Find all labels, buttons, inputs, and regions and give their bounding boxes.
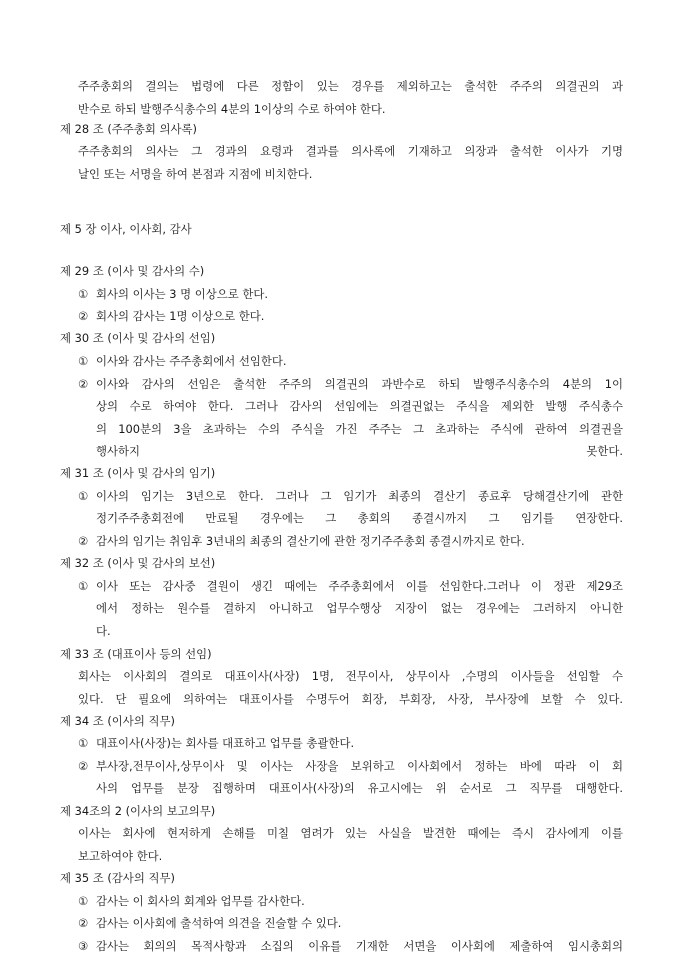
section-heading (0, 643, 680, 666)
line-text: 반수로 하되 발행주식총수의 4분의 1이상의 수로 하여야 한다. (78, 102, 386, 116)
section-heading (0, 260, 680, 283)
line-text: 대표이사(사장)는 회사를 대표하고 업무를 총괄한다. (96, 736, 355, 750)
line-text: 회사는 이사회의 결의로 대표이사(사장) 1명, 전무이사, 상무이사 ,수명의 이사들을 선임할 수 (78, 669, 623, 683)
text-line (0, 530, 680, 553)
text-line (0, 485, 623, 508)
line-text: 제 29 조 (이사 및 감사의 수) (60, 264, 205, 278)
line-text: 부사장,전무이사,상무이사 및 이사는 사장을 보위하고 이사회에서 정하는 바에 따라 이 회 (96, 759, 623, 773)
text-line (0, 305, 680, 328)
text-line (0, 140, 623, 163)
text-line (0, 755, 623, 778)
item-number: ① (78, 736, 89, 750)
item-number: ① (78, 894, 89, 908)
text-line (0, 912, 680, 935)
item-number: ② (78, 916, 89, 930)
item-number: ② (78, 759, 89, 773)
line-text: 감사는 이 회사의 회계와 업무를 감사한다. (96, 894, 305, 908)
line-text: 상의 수로 하여야 한다. 그러나 감사의 선임에는 의결권없는 주식을 제외한 발행 주식총수 (96, 399, 623, 413)
text-line (0, 507, 623, 530)
line-text: 다. (96, 624, 111, 638)
line-text: 날인 또는 서명을 하여 본점과 지점에 비치한다. (78, 167, 313, 181)
section-heading (0, 118, 680, 141)
line-text: 이사와 감사는 주주총회에서 선임한다. (96, 354, 287, 368)
line-text: 감사는 회의의 목적사항과 소집의 이유를 기재한 서면을 이사회에 제출하여 임시총회의 (96, 939, 623, 953)
text-line (0, 822, 623, 845)
section-heading (0, 218, 680, 241)
section-heading (0, 867, 680, 890)
line-text: 회사의 이사는 3 명 이상으로 한다. (96, 287, 269, 301)
line-text: 이사 또는 감사중 결원이 생긴 때에는 주주총회에서 이를 선임한다.그러나 이 정관 제29조 (96, 579, 623, 593)
item-number: ③ (78, 939, 89, 953)
line-text: 제 28 조 (주주총회 의사록) (60, 122, 197, 136)
item-number: ① (78, 287, 89, 301)
line-text: 감사는 이사회에 출석하여 의견을 진술할 수 있다. (96, 916, 342, 930)
text-line (0, 688, 623, 711)
line-text: 제 32 조 (이사 및 감사의 보선) (60, 556, 216, 570)
line-text: 제 5 장 이사, 이사회, 감사 (60, 222, 192, 236)
text-line (0, 845, 623, 868)
line-text: 행사하지 못한다. (96, 444, 623, 458)
line-text: 제 31 조 (이사 및 감사의 임기) (60, 466, 216, 480)
text-line (0, 283, 680, 306)
text-line (0, 75, 623, 98)
text-line (0, 575, 623, 598)
item-number: ② (78, 309, 89, 323)
text-line (0, 373, 623, 396)
item-number: ① (78, 354, 89, 368)
text-line (0, 620, 623, 643)
item-number: ① (78, 489, 89, 503)
text-line (0, 732, 680, 755)
line-text: 주주총회의 결의는 법령에 다른 정함이 있는 경우를 제외하고는 출석한 주주의 의결권의 과 (78, 79, 623, 93)
text-line (0, 418, 623, 441)
text-line (0, 890, 680, 913)
line-text: 회사의 감사는 1명 이상으로 한다. (96, 309, 265, 323)
text-line (0, 163, 623, 186)
line-text: 제 34 조 (이사의 직무) (60, 714, 175, 728)
text-line (0, 597, 623, 620)
line-text: 정기주주총회전에 만료될 경우에는 그 총회의 종결시까지 그 임기를 연장한다. (96, 511, 623, 525)
line-text: 제 35 조 (감사의 직무) (60, 871, 175, 885)
section-heading (0, 710, 680, 733)
line-text: 이사의 임기는 3년으로 한다. 그러나 그 임기가 최종의 결산기 종료후 당해결산기에 관한 (96, 489, 623, 503)
text-line (0, 440, 623, 463)
text-line (0, 395, 623, 418)
line-text: 에서 정하는 원수를 결하지 아니하고 업무수행상 지장이 없는 경우에는 그러하지 아니한 (96, 601, 623, 615)
line-text: 사의 업무를 분장 집행하며 대표이사(사장)의 유고시에는 위 순서로 그 직무를 대행한다. (96, 781, 623, 795)
item-number: ② (78, 377, 89, 391)
line-text: 보고하여야 한다. (78, 849, 163, 863)
line-text: 제 33 조 (대표이사 등의 선임) (60, 647, 212, 661)
text-line (0, 350, 680, 373)
text-line (0, 665, 623, 688)
text-line (0, 935, 623, 958)
line-text: 이사와 감사의 선임은 출석한 주주의 의결권의 과반수로 하되 발행주식총수의 4분의 1이 (96, 377, 623, 391)
line-text: 의 100분의 3을 초과하는 수의 주식을 가진 주주는 그 초과하는 주식에 관하여 의결권을 (96, 422, 623, 436)
section-heading (0, 462, 680, 485)
item-number: ② (78, 534, 89, 548)
section-heading (0, 327, 680, 350)
line-text: 주주총회의 의사는 그 경과의 요령과 결과를 의사록에 기재하고 의장과 출석한 이사가 기명 (78, 144, 623, 158)
section-heading (0, 800, 680, 823)
text-line (0, 777, 623, 800)
line-text: 있다. 단 필요에 의하여는 대표이사를 수명두어 회장, 부회장, 사장, 부사장에 보할 수 있다. (78, 692, 623, 706)
line-text: 이사는 회사에 현저하게 손해를 미칠 염려가 있는 사실을 발견한 때에는 즉시 감사에게 이를 (78, 826, 623, 840)
line-text: 제 30 조 (이사 및 감사의 선임) (60, 331, 216, 345)
section-heading (0, 552, 680, 575)
line-text: 제 34조의 2 (이사의 보고의무) (60, 804, 216, 818)
item-number: ① (78, 579, 89, 593)
line-text: 감사의 임기는 취임후 3년내의 최종의 결산기에 관한 정기주주총회 종결시까지로 한다. (96, 534, 525, 548)
